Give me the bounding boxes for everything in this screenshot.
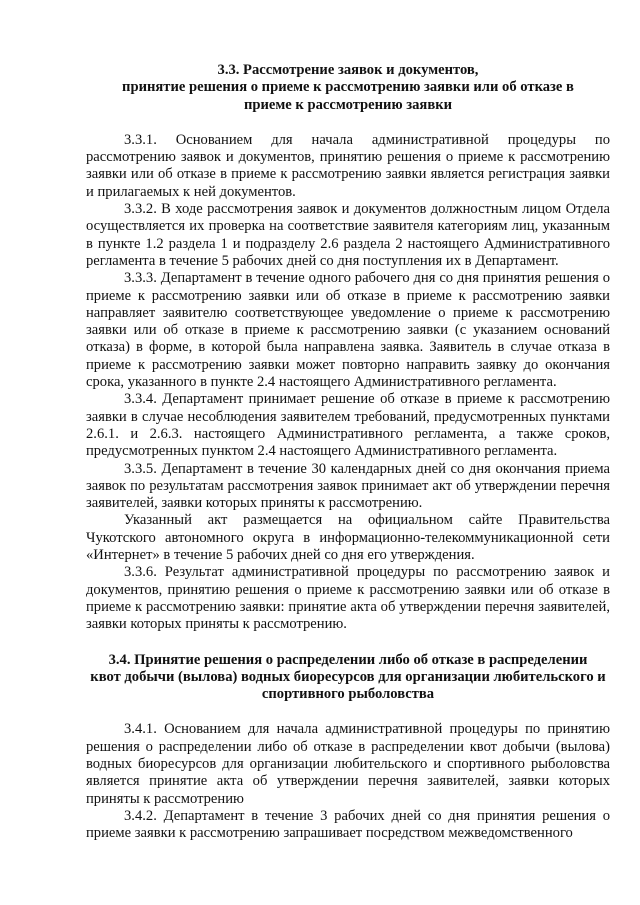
paragraph-3-3-1: 3.3.1. Основанием для начала административной процедуры по рассмотрению заявок и документов, принятию решения о приеме к рассмотрению заявки или об отказе в приеме к рассмотрению заявки является регистрация заявки и прилагаемых к ней документов. [86, 131, 610, 200]
paragraph-3-3-2: 3.3.2. В ходе рассмотрения заявок и документов должностным лицом Отдела осуществляется их проверка на соответствие заявителя категориям лиц, указанным в пункте 1.2 раздела 1 и подразделу 2.6 раздела 2 настоящего Административного регламента в течение 5 рабочих дней со дня поступления их в Департамент. [86, 201, 610, 269]
heading-line: спортивного рыболовства [261, 686, 435, 703]
section-3-3-heading [86, 62, 610, 114]
paragraph-3-4-2: 3.4.2. Департамент в течение 3 рабочих дней со дня принятия решения о приеме заявки к рассмотрению запрашивает посредством межведомственного [86, 807, 610, 842]
heading-line: 3.3. Рассмотрение заявок и документов, [217, 62, 479, 78]
heading-line: 3.4. Принятие решения о распределении либо об отказе в распределении [108, 651, 588, 668]
paragraph-3-3-4: 3.3.4. Департамент принимает решение об отказе в приеме к рассмотрению заявки в случае несоблюдения заявителем требований, предусмотренных пунктами 2.6.1. и 2.6.3. настоящего Административного регламента, а также сроков, предусмотренных пунктом 2.4 настоящего Административного регламента. [86, 391, 610, 460]
paragraph-3-4-1: 3.4.1. Основанием для начала административной процедуры по принятию решения о распределении либо об отказе в распределении квот добычи (вылова) водных биоресурсов для организации любительского и спортивного рыболовства является принятие акта об утверждении перечня заявителей, заявки которых приняты к рассмотрению [86, 721, 610, 807]
heading-line: квот добычи (вылова) водных биоресурсов для организации любительского и [90, 668, 606, 685]
heading-line: приеме к рассмотрению заявки [243, 96, 453, 113]
paragraph-3-3-5-act: Указанный акт размещается на официальном сайте Правительства Чукотского автономного округа в информационно-телекоммуникационной сети «Интернет» в течение 5 рабочих дней со дня его утверждения. [86, 512, 610, 564]
paragraph-3-3-5: 3.3.5. Департамент в течение 30 календарных дней со дня окончания приема заявок по результатам рассмотрения заявок принимает акт об утверждении перечня заявителей, заявки которых приняты к рассмотрению. [86, 460, 610, 512]
section-3-4-body [86, 721, 610, 842]
section-3-4-heading [86, 652, 610, 704]
heading-line: принятие решения о приеме к рассмотрению заявки или об отказе в [122, 79, 574, 96]
paragraph-3-3-6: 3.3.6. Результат административной процедуры по рассмотрению заявок и документов, принятию решения о приеме к рассмотрению заявки или об отказе в приеме к рассмотрению заявки: принятие акта об утверждении перечня заявителей, заявки которых приняты к рассмотрению. [86, 564, 610, 633]
paragraph-3-3-3: 3.3.3. Департамент в течение одного рабочего дня со дня принятия решения о приеме к рассмотрению заявки или об отказе в приеме к рассмотрению заявки направляет заявителю соответствующее уведомление о приеме к рассмотрению заявки или об отказе в приеме к рассмотрению заявки (с указанием оснований отказа) в форме, в которой была направлена заявка. Заявитель в случае отказа в приеме к рассмотрению заявки может повторно направить заявку до окончания срока, указанного в пункте 2.4 настоящего Административного регламента. [86, 270, 610, 391]
section-3-3-body [86, 132, 610, 634]
